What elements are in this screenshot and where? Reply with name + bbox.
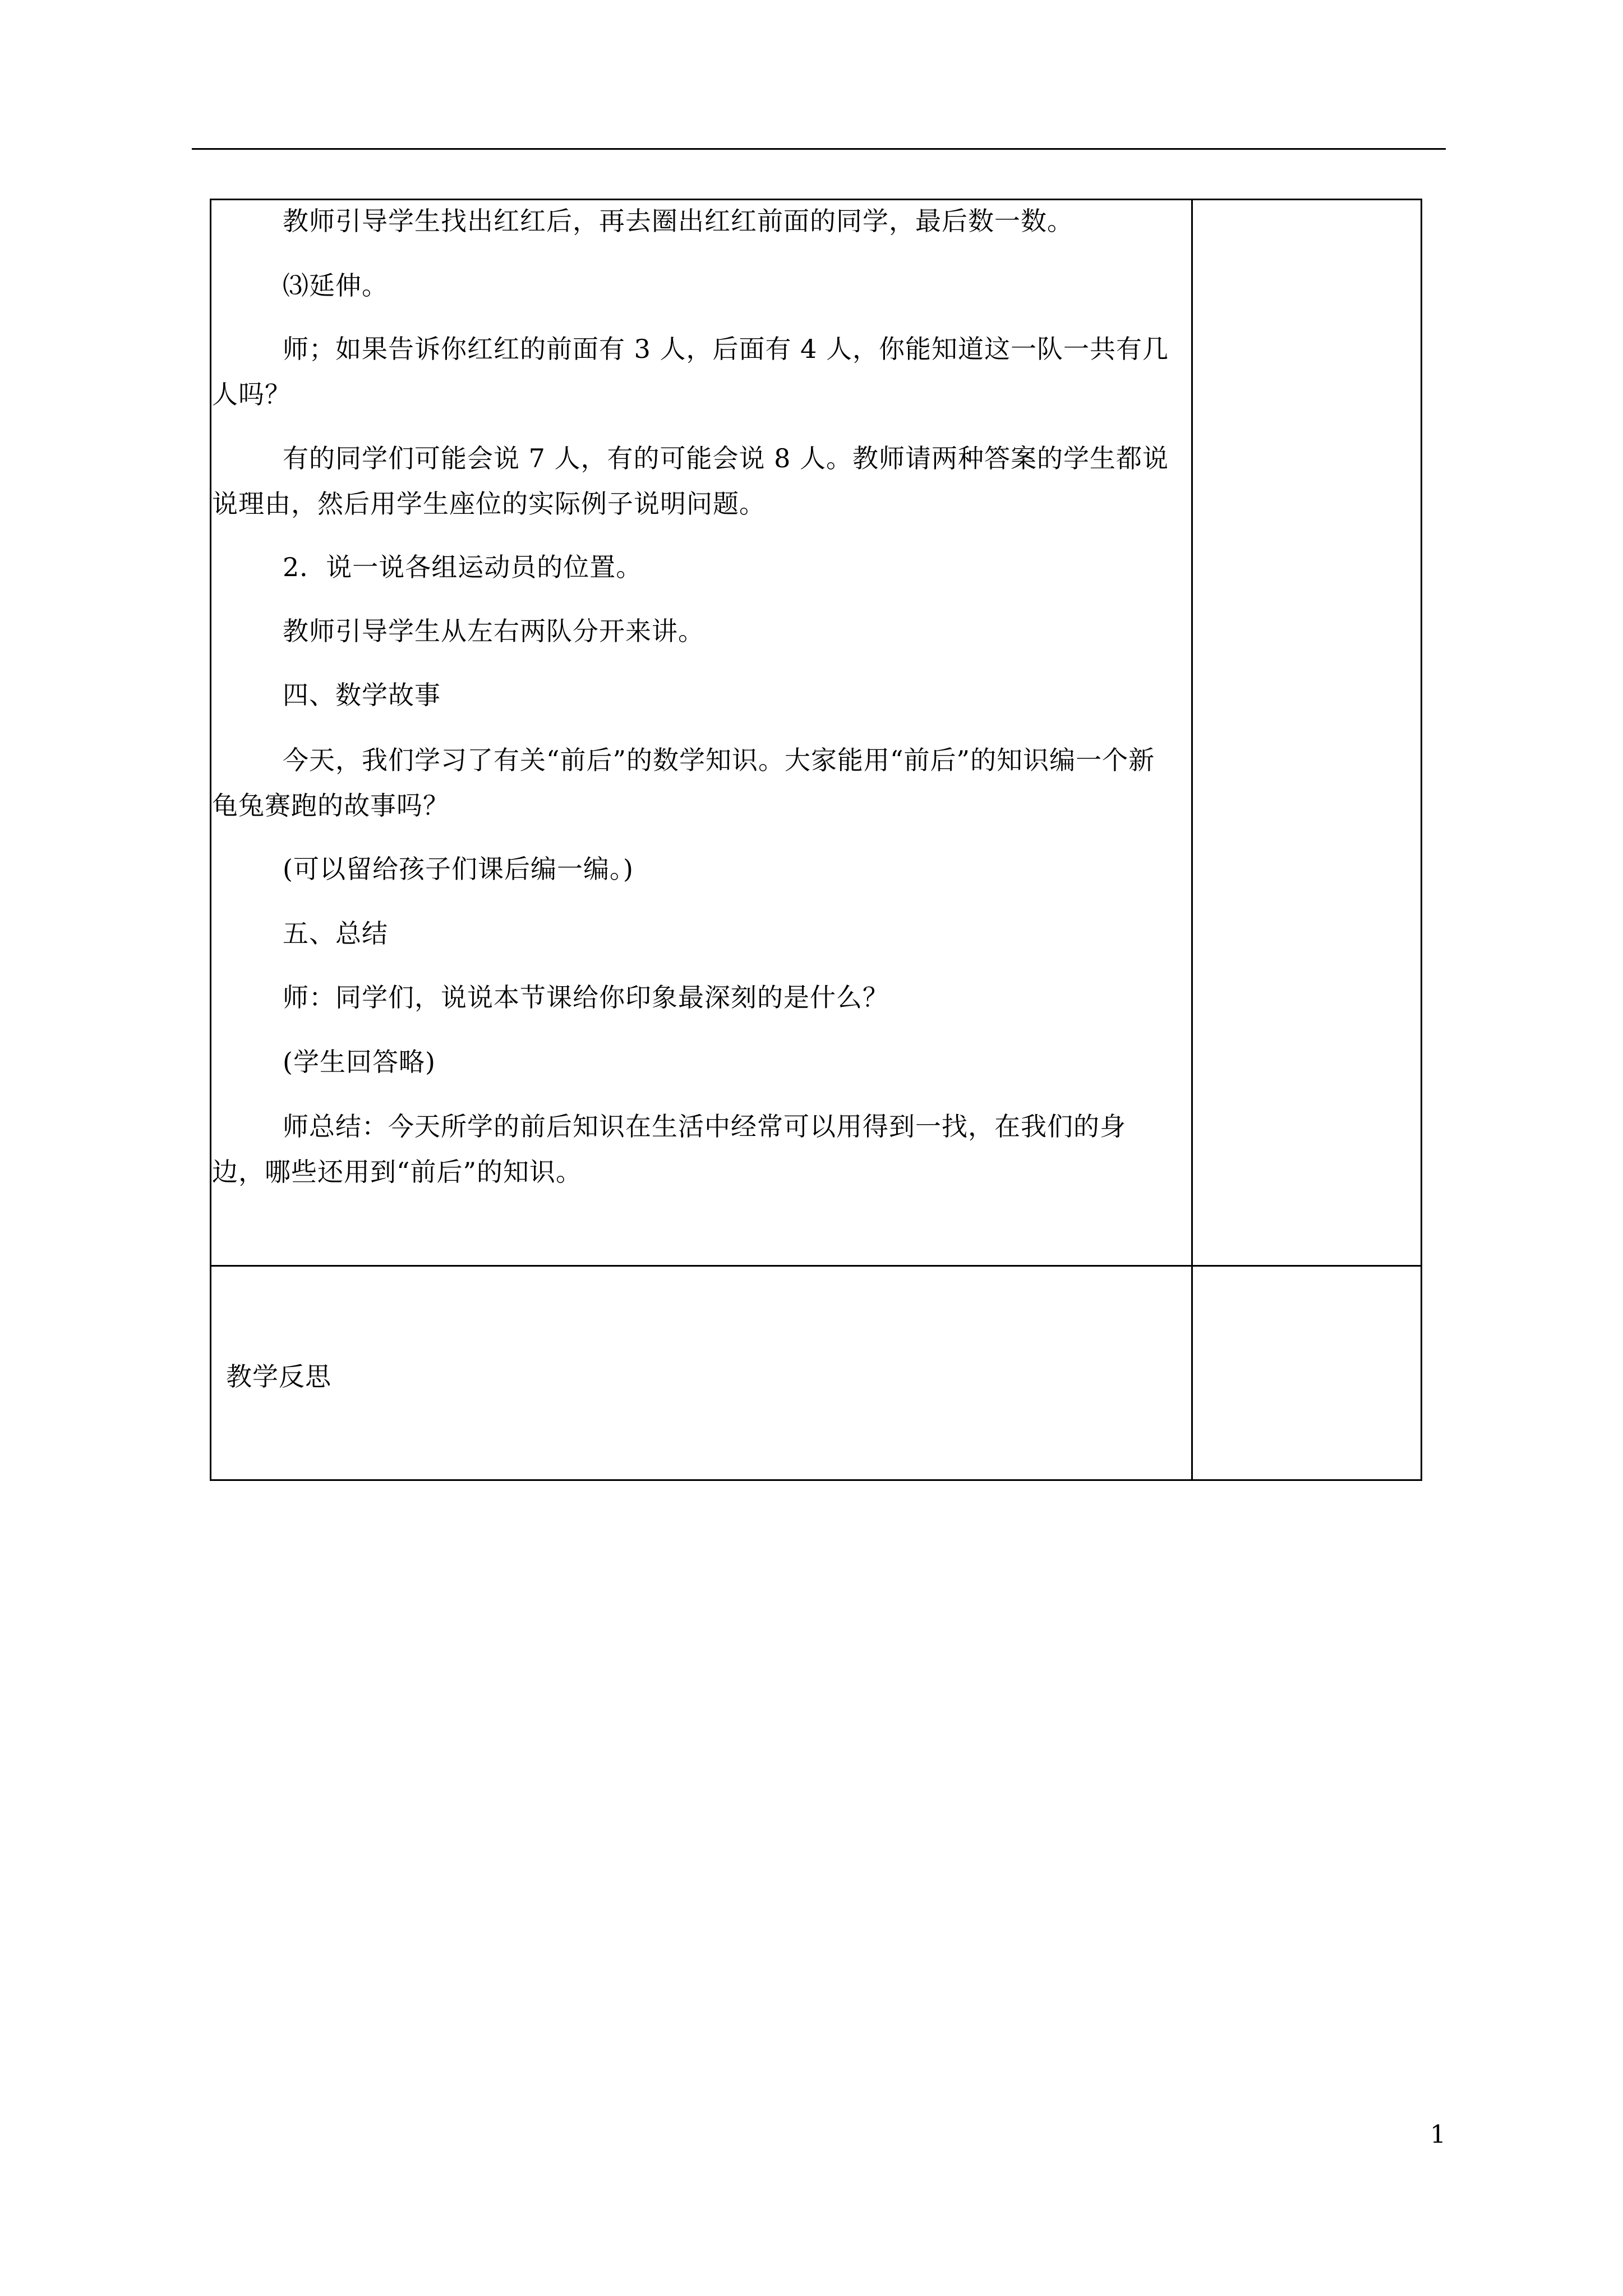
paragraph: (可以留给孩子们课后编一编。) [283,854,634,884]
paragraph: 师总结：今天所学的前后知识在生活中经常可以用得到一找，在我们的身边，哪些还用到“前后”的知识。 [212,1111,1126,1187]
paragraph: 教师引导学生从左右两队分开来讲。 [283,616,704,646]
paragraph: 师：同学们，说说本节课给你印象最深刻的是什么？ [283,982,889,1013]
paragraph: 师；如果告诉你红红的前面有 3 人，后面有 4 人，你能知道这一队一共有几人吗？ [212,334,1169,409]
paragraph: (学生回答略) [283,1047,436,1077]
page-number: 1 [1430,2120,1446,2149]
teaching-reflection-label: 教学反思 [226,1361,331,1392]
paragraph: 2．说一说各组运动员的位置。 [283,552,643,582]
paragraph: 今天，我们学习了有关“前后”的数学知识。大家能用“前后”的知识编一个新龟兔赛跑的故事吗？ [212,745,1155,821]
paragraph: 教师引导学生找出红红后，再去圈出红红前面的同学，最后数一数。 [283,206,1073,236]
section-heading: 四、数学故事 [283,680,441,710]
header-rule [192,148,1446,150]
paragraph: 有的同学们可能会说 7 人，有的可能会说 8 人。教师请两种答案的学生都说说理由，然后用学生座位的实际例子说明问题。 [212,443,1169,519]
paragraph: ⑶延伸。 [283,270,388,301]
table-row-divider [210,1265,1422,1267]
section-heading: 五、总结 [283,918,388,949]
table-column-divider [1191,199,1193,1481]
